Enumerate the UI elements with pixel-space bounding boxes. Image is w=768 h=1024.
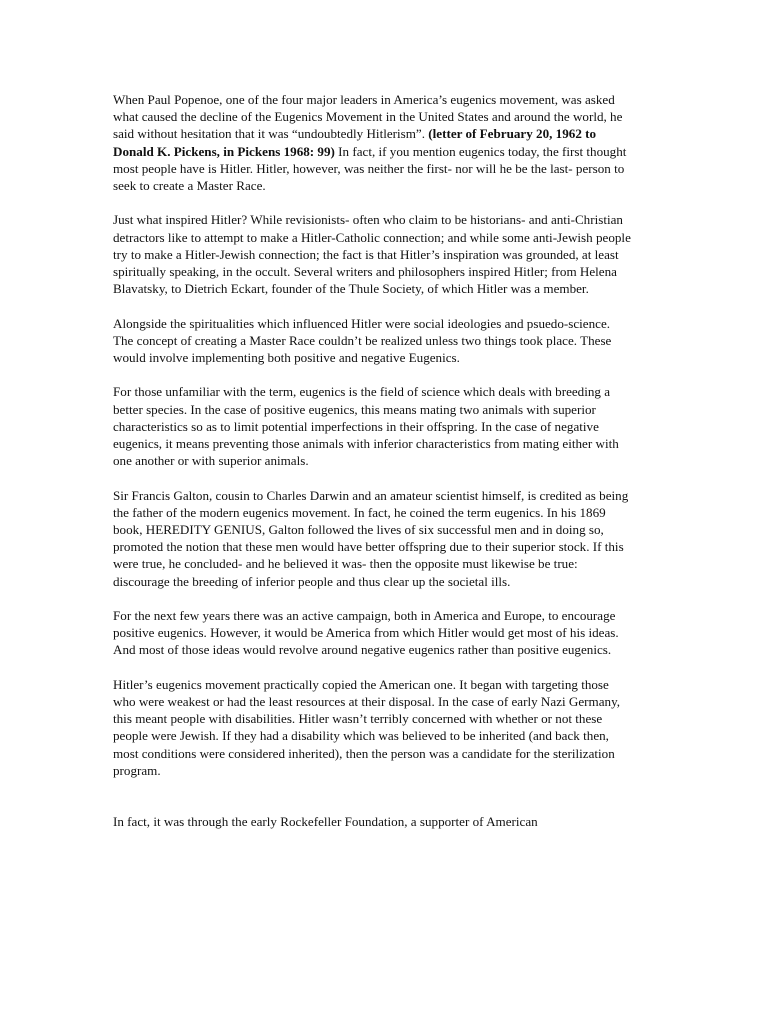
paragraph-text: Just what inspired Hitler? While revisionists- often who claim to be historians- and anti-Christian detractors like to attempt to make a Hitler-Catholic connection; and while some anti-Jewish people try to make a Hitler-Jewish connection; the fact is that Hitler’s inspiration was grounded, at least spiritually speaking, in the occult. Several writers and philosophers inspired Hitler; from Helena Blavatsky, to Dietrich Eckart, founder of the Thule Society, of which Hitler was a member. bbox=[113, 212, 631, 297]
paragraph-rockefeller bbox=[113, 813, 633, 830]
citation-text: (letter of February 20, 1962 to Donald K. Pickens, in Pickens 1968: 99) bbox=[113, 126, 597, 159]
paragraph-text: In fact, it was through the early Rockefeller Foundation, a supporter of American bbox=[113, 814, 538, 830]
paragraph-text: In fact, if you mention eugenics today, the first thought most people have is Hitler. Hitler, however, was neither the first- nor will he be the last- person to seek to create a Master Race. bbox=[113, 143, 627, 194]
paragraph-text: When Paul Popenoe, one of the four major leaders in America’s eugenics movement, was asked what caused the decline of the Eugenics Movement in the United States and around the world, he said without hesitation that it was “undoubtedly Hitlerism”. bbox=[113, 92, 623, 142]
paragraph-american-copy bbox=[113, 676, 633, 779]
paragraph-text: Hitler’s eugenics movement practically copied the American one. It began with targeting those who were weakest or had the least resources at their disposal. In the case of early Nazi Germany, this meant people with disabilities. Hitler wasn’t terribly concerned with whether or not these people were Jewish. If they had a disability which was believed to be inherited (and back then, most conditions were considered inherited), then the person was a candidate for the sterilization program. bbox=[113, 676, 621, 778]
paragraph-text: Alongside the spiritualities which influenced Hitler were social ideologies and psuedo-science. The concept of creating a Master Race couldn’t be realized unless two things took place. These would involve implementing both positive and negative Eugenics. bbox=[113, 315, 612, 366]
paragraph-popenoe bbox=[113, 91, 633, 194]
paragraph-definition bbox=[113, 383, 633, 469]
paragraph-galton bbox=[113, 487, 633, 590]
paragraph-text: For those unfamiliar with the term, eugenics is the field of science which deals with breeding a better species. In the case of positive eugenics, this means mating two animals with superior characteristics so as to limit potential imperfections in their offspring. In the case of negative eugenics, it means preventing those animals with inferior characteristics from mating either with one another or with superior animals. bbox=[113, 384, 619, 469]
document-body bbox=[113, 91, 633, 831]
paragraph-text: For the next few years there was an active campaign, both in America and Europe, to encourage positive eugenics. However, it would be America from which Hitler would get most of his ideas. And most of those ideas would revolve around negative eugenics rather than positive eugenics. bbox=[113, 608, 619, 658]
paragraph-text: Sir Francis Galton, cousin to Charles Darwin and an amateur scientist himself, is credited as being the father of the modern eugenics movement. In fact, he coined the term eugenics. In his 1869 book, HEREDITY GENIUS, Galton followed the lives of six successful men and in doing so, promoted the notion that these men would have better offspring due to their superior stock. If this were true, he concluded- and he believed it was- then the opposite must likewise be true: discourage the breeding of inferior people and thus clear up the societal ills. bbox=[113, 487, 629, 589]
paragraph-ideologies bbox=[113, 315, 633, 367]
paragraph-campaign bbox=[113, 607, 633, 659]
paragraph-inspiration bbox=[113, 211, 633, 297]
